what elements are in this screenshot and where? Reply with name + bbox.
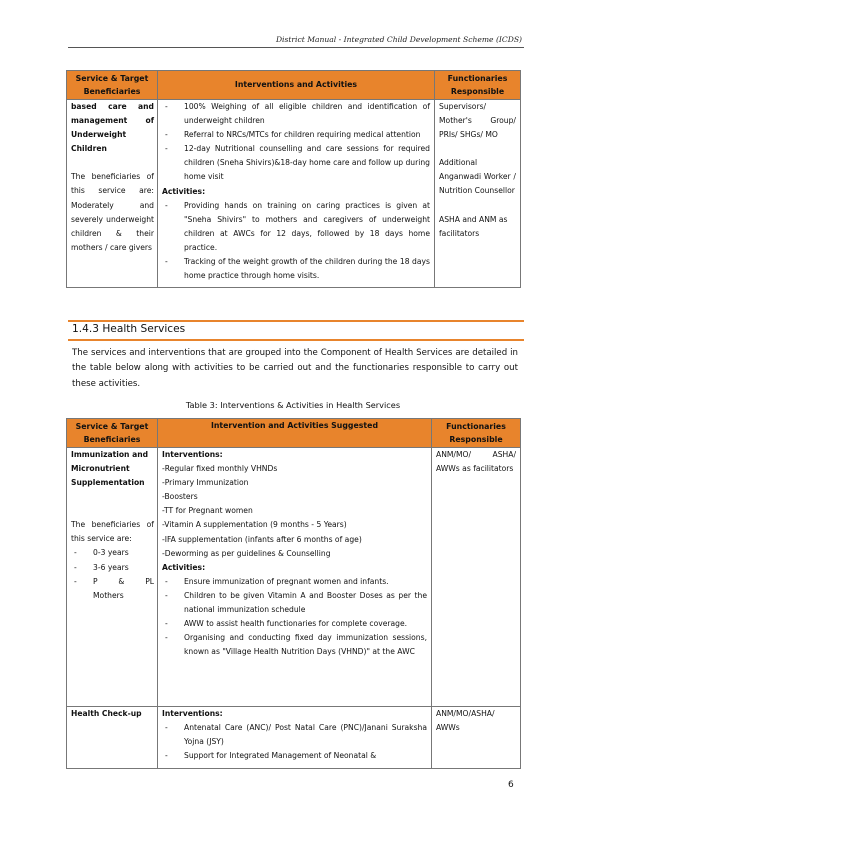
service-cell [67, 707, 158, 769]
header-interventions: Intervention and Activities Suggested [158, 419, 432, 448]
list-item: - Referral to NRCs/MTCs for children requiring medical attention [162, 128, 430, 142]
list-item: - AWW to assist health functionaries for complete coverage. [162, 617, 427, 631]
list-item: -IFA supplementation (infants after 6 months of age) [162, 534, 362, 544]
header-interventions: Interventions and Activities [158, 71, 435, 100]
beneficiaries-label: The beneficiaries of this service are: [71, 520, 154, 544]
functionaries-text: Supervisors/ Mother's Group/ PRIs/ SHGs/ MO [439, 102, 516, 140]
service-cell [67, 100, 158, 288]
section-title: Health Services [102, 323, 186, 335]
list-item: -Primary Immunization [162, 478, 249, 488]
list-item: - Support for Integrated Management of Neonatal & [162, 749, 427, 763]
header-functionaries: Functionaries Responsible [432, 419, 521, 448]
section-heading [72, 323, 185, 335]
list-item: - Tracking of the weight growth of the children during the 18 days home practice through home visits. [162, 255, 430, 283]
list-item: -Regular fixed monthly VHNDs [162, 464, 278, 474]
activities-label: Activities: [162, 562, 206, 572]
table-caption: Table 3: Interventions & Activities in Health Services [185, 400, 401, 410]
list-item: - Children to be given Vitamin A and Booster Doses as per the national immunization schedule [162, 589, 427, 617]
list-item: -TT for Pregnant women [162, 506, 253, 516]
service-heading: based care and management of Underweight Children [71, 102, 154, 154]
functionaries-cell [432, 448, 521, 707]
service-cell [67, 448, 158, 707]
list-item: - 3-6 years [71, 561, 154, 575]
header-functionaries: Functionaries Responsible [435, 71, 521, 100]
service-heading: Immunization and Micronutrient Supplementation [71, 450, 149, 488]
section-rule-bottom [68, 339, 524, 341]
table-header-row [67, 71, 521, 100]
list-item: - Organising and conducting fixed day immunization sessions, known as "Village Health Nutrition Days (VHND)" at the AWC [162, 631, 427, 659]
list-item: -Deworming as per guidelines & Counselling [162, 548, 331, 558]
interventions-cell [158, 707, 432, 769]
page-number: 6 [508, 780, 514, 790]
section-rule-top [68, 320, 524, 322]
list-item: -Boosters [162, 492, 198, 502]
document-header-title: District Manual - Integrated Child Development Scheme (ICDS) [275, 35, 522, 44]
activities-label: Activities: [162, 186, 206, 196]
beneficiaries-text: The beneficiaries of this service are: Moderately and severely underweight children & their mothers / care givers [71, 172, 154, 252]
interventions-label: Interventions: [162, 450, 223, 459]
section-number: 1.4.3 [72, 323, 99, 335]
functionaries-text: ANM/MO/ASHA/ AWWs [436, 709, 495, 733]
service-heading: Health Check-up [71, 709, 142, 718]
list-item: - Ensure immunization of pregnant women and infants. [162, 575, 427, 589]
functionaries-text: ASHA and ANM as facilitators [439, 214, 508, 238]
list-item: -Vitamin A supplementation (9 months - 5 Years) [162, 520, 347, 530]
interventions-label: Interventions: [162, 709, 223, 718]
table-row [67, 448, 521, 707]
table-row [67, 707, 521, 769]
functionaries-text: Additional Anganwadi Worker / Nutrition Counsellor [439, 158, 516, 196]
list-item: - Providing hands on training on caring practices is given at "Sneha Shivirs" to mothers and caregivers of underweight children at AWCs for 12 days, followed by 18 days home practice. [162, 199, 430, 255]
functionaries-text: ANM/MO/ ASHA/ AWWs as facilitators [436, 450, 516, 474]
functionaries-cell [432, 707, 521, 769]
interventions-cell [158, 448, 432, 707]
interventions-table-underweight [66, 70, 521, 288]
table-row [67, 100, 521, 288]
section-paragraph: The services and interventions that are grouped into the Component of Health Services are detailed in the table below along with activities to be carried out and the functionaries responsible to carry out these activities. [72, 348, 518, 389]
header-rule [68, 47, 524, 48]
list-item: - Antenatal Care (ANC)/ Post Natal Care (PNC)/Janani Suraksha Yojna (JSY) [162, 721, 427, 749]
list-item: - 0-3 years [71, 546, 154, 560]
list-item: - P & PL Mothers [71, 575, 154, 603]
header-service: Service & Target Beneficiaries [67, 419, 158, 448]
table-header-row [67, 419, 521, 448]
list-item: - 100% Weighing of all eligible children and identification of underweight children [162, 100, 430, 128]
functionaries-cell [435, 100, 521, 288]
interventions-cell [158, 100, 435, 288]
header-service: Service & Target Beneficiaries [67, 71, 158, 100]
list-item: - 12-day Nutritional counselling and care sessions for required children (Sneha Shivirs)&18-day home care and follow up during home visit [162, 142, 430, 184]
interventions-table-health [66, 418, 521, 769]
